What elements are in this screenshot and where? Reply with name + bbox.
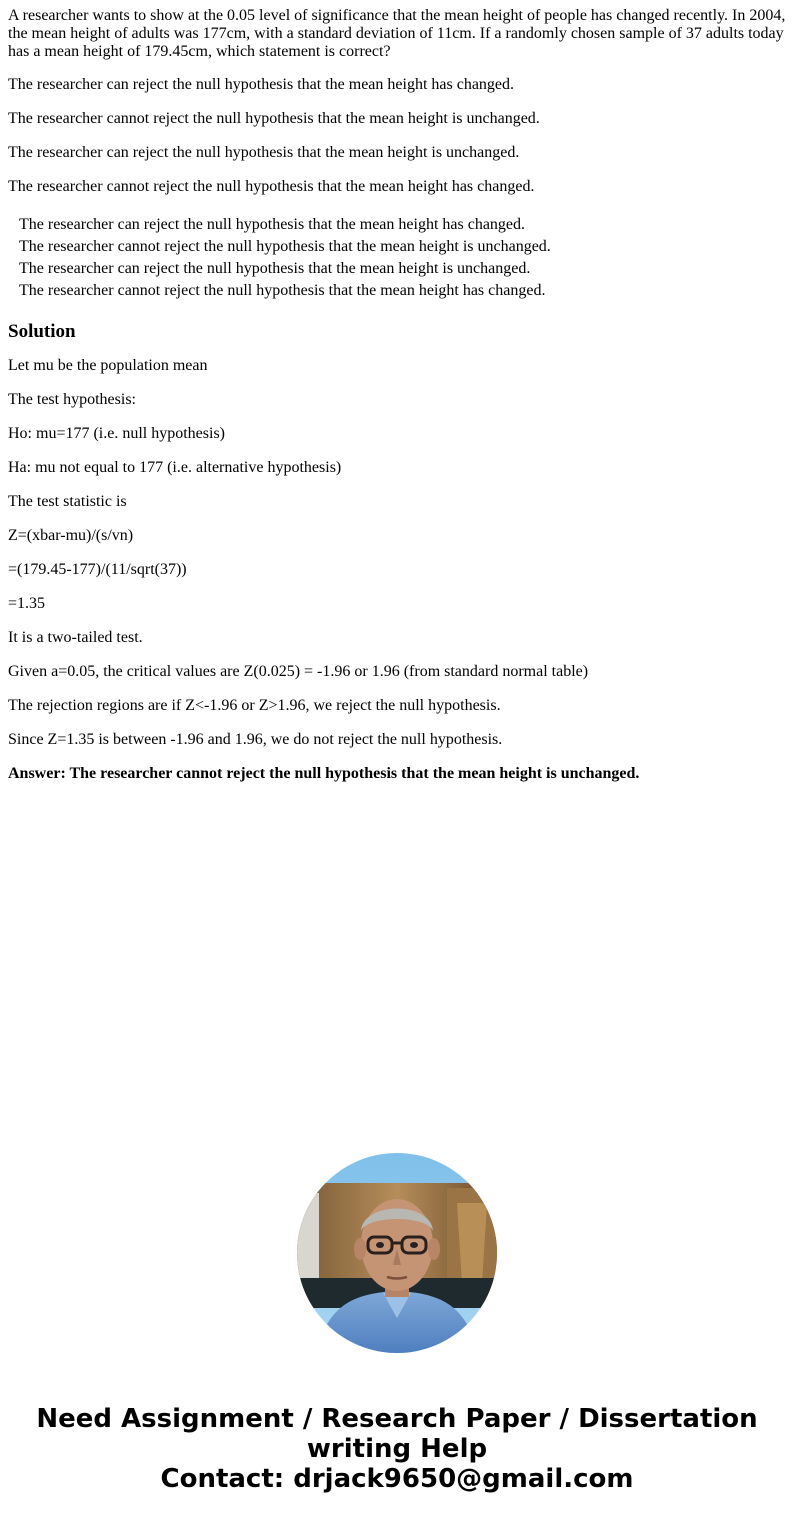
solution-line-9: It is a two-tailed test. — [8, 629, 143, 646]
solution-line-7: =(179.45-177)/(11/sqrt(37)) — [8, 561, 187, 578]
options-list-item-4: The researcher cannot reject the null hypothesis that the mean height has changed. — [19, 282, 546, 299]
solution-line-8: =1.35 — [8, 595, 46, 612]
solution-line-6: Z=(xbar-mu)/(s/vn) — [8, 527, 134, 544]
option-text-2: The researcher cannot reject the null hypothesis that the mean height is unchanged. — [8, 110, 540, 127]
solution-heading: Solution — [8, 321, 76, 342]
solution-line-1: Let mu be the population mean — [8, 357, 208, 374]
question-text: A researcher wants to show at the 0.05 level of significance that the mean height of people has changed recently. In 2004, the mean height of adults was 177cm, with a standard deviation of 11cm. If a randomly chosen sample of 37 adults today has a mean height of 179.45cm, which statement is correct? — [8, 7, 786, 60]
solution-line-2: The test hypothesis: — [8, 391, 136, 408]
option-text-1: The researcher can reject the null hypothesis that the mean height has changed. — [8, 76, 515, 93]
solution-line-12: Since Z=1.35 is between -1.96 and 1.96, we do not reject the null hypothesis. — [8, 731, 503, 748]
solution-line-5: The test statistic is — [8, 493, 127, 510]
author-avatar — [297, 1153, 497, 1353]
solution-line-11: The rejection regions are if Z<-1.96 or Z>1.96, we reject the null hypothesis. — [8, 697, 501, 714]
solution-line-4: Ha: mu not equal to 177 (i.e. alternative hypothesis) — [8, 459, 342, 476]
solution-line-3: Ho: mu=177 (i.e. null hypothesis) — [8, 425, 226, 442]
options-list — [8, 214, 786, 302]
promo-contact: Contact: drjack9650@gmail.com — [160, 1464, 634, 1494]
author-photo — [297, 1153, 497, 1353]
options-list-item-2: The researcher cannot reject the null hypothesis that the mean height is unchanged. — [19, 238, 551, 255]
promo-banner — [0, 1404, 794, 1494]
promo-line-1: Need Assignment / Research Paper / Dissertation writing Help — [36, 1404, 758, 1464]
option-text-4: The researcher cannot reject the null hypothesis that the mean height has changed. — [8, 178, 535, 195]
solution-line-10: Given a=0.05, the critical values are Z(0.025) = -1.96 or 1.96 (from standard normal table) — [8, 663, 589, 680]
options-list-item-3: The researcher can reject the null hypothesis that the mean height is unchanged. — [19, 260, 531, 277]
answer-text: Answer: The researcher cannot reject the null hypothesis that the mean height is unchanged. — [8, 765, 640, 782]
option-text-3: The researcher can reject the null hypothesis that the mean height is unchanged. — [8, 144, 520, 161]
options-list-item-1: The researcher can reject the null hypothesis that the mean height has changed. — [19, 216, 526, 233]
